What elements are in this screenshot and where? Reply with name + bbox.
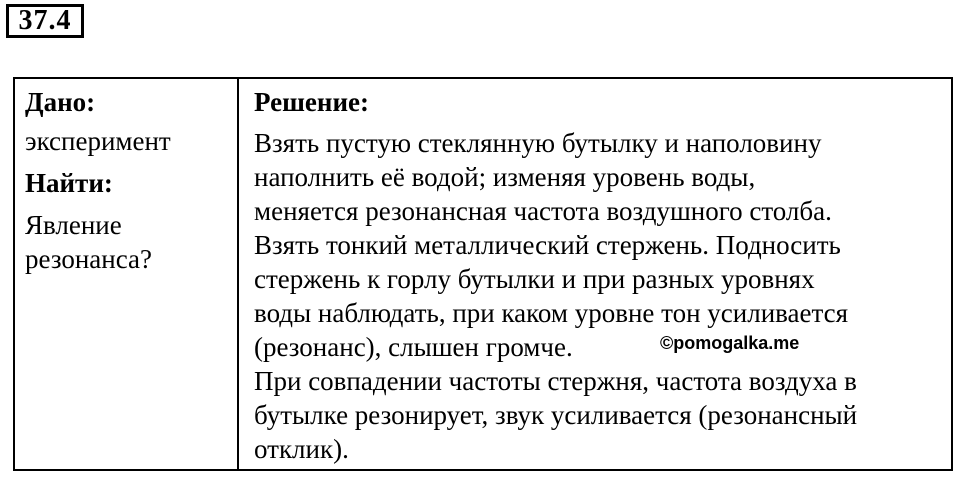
solution-line: отклик). <box>254 434 349 464</box>
solution-line: наполнить её водой; изменяя уровень воды, <box>254 162 756 192</box>
find-value-line: резонанса? <box>25 244 152 274</box>
solution-heading: Решение: <box>254 87 369 117</box>
problem-number: 37.4 <box>6 4 84 38</box>
solution-line: меняется резонансная частота воздушного столба. <box>254 196 832 226</box>
solution-line: воды наблюдать, при каком уровне тон усиливается <box>254 298 849 328</box>
column-divider <box>237 79 239 469</box>
find-heading: Найти: <box>25 168 113 198</box>
solution-line: Взять пустую стеклянную бутылку и наполовину <box>254 128 822 158</box>
find-value-line: Явление <box>25 210 122 240</box>
solution-line: стержень к горлу бутылки и при разных уровнях <box>254 264 815 294</box>
solution-line: При совпадении частоты стержня, частота воздуха в <box>254 366 857 396</box>
watermark: ©pomogalka.me <box>660 333 800 353</box>
given-value: эксперимент <box>25 126 171 156</box>
solution-line: бутылке резонирует, звук усиливается (резонансный <box>254 400 858 430</box>
solution-text <box>254 126 949 466</box>
solution-line: (резонанс), слышен громче. <box>254 332 573 362</box>
given-heading: Дано: <box>25 87 96 117</box>
task-table <box>13 77 953 471</box>
solution-line: Взять тонкий металлический стержень. Подносить <box>254 230 841 260</box>
find-value <box>25 208 230 276</box>
